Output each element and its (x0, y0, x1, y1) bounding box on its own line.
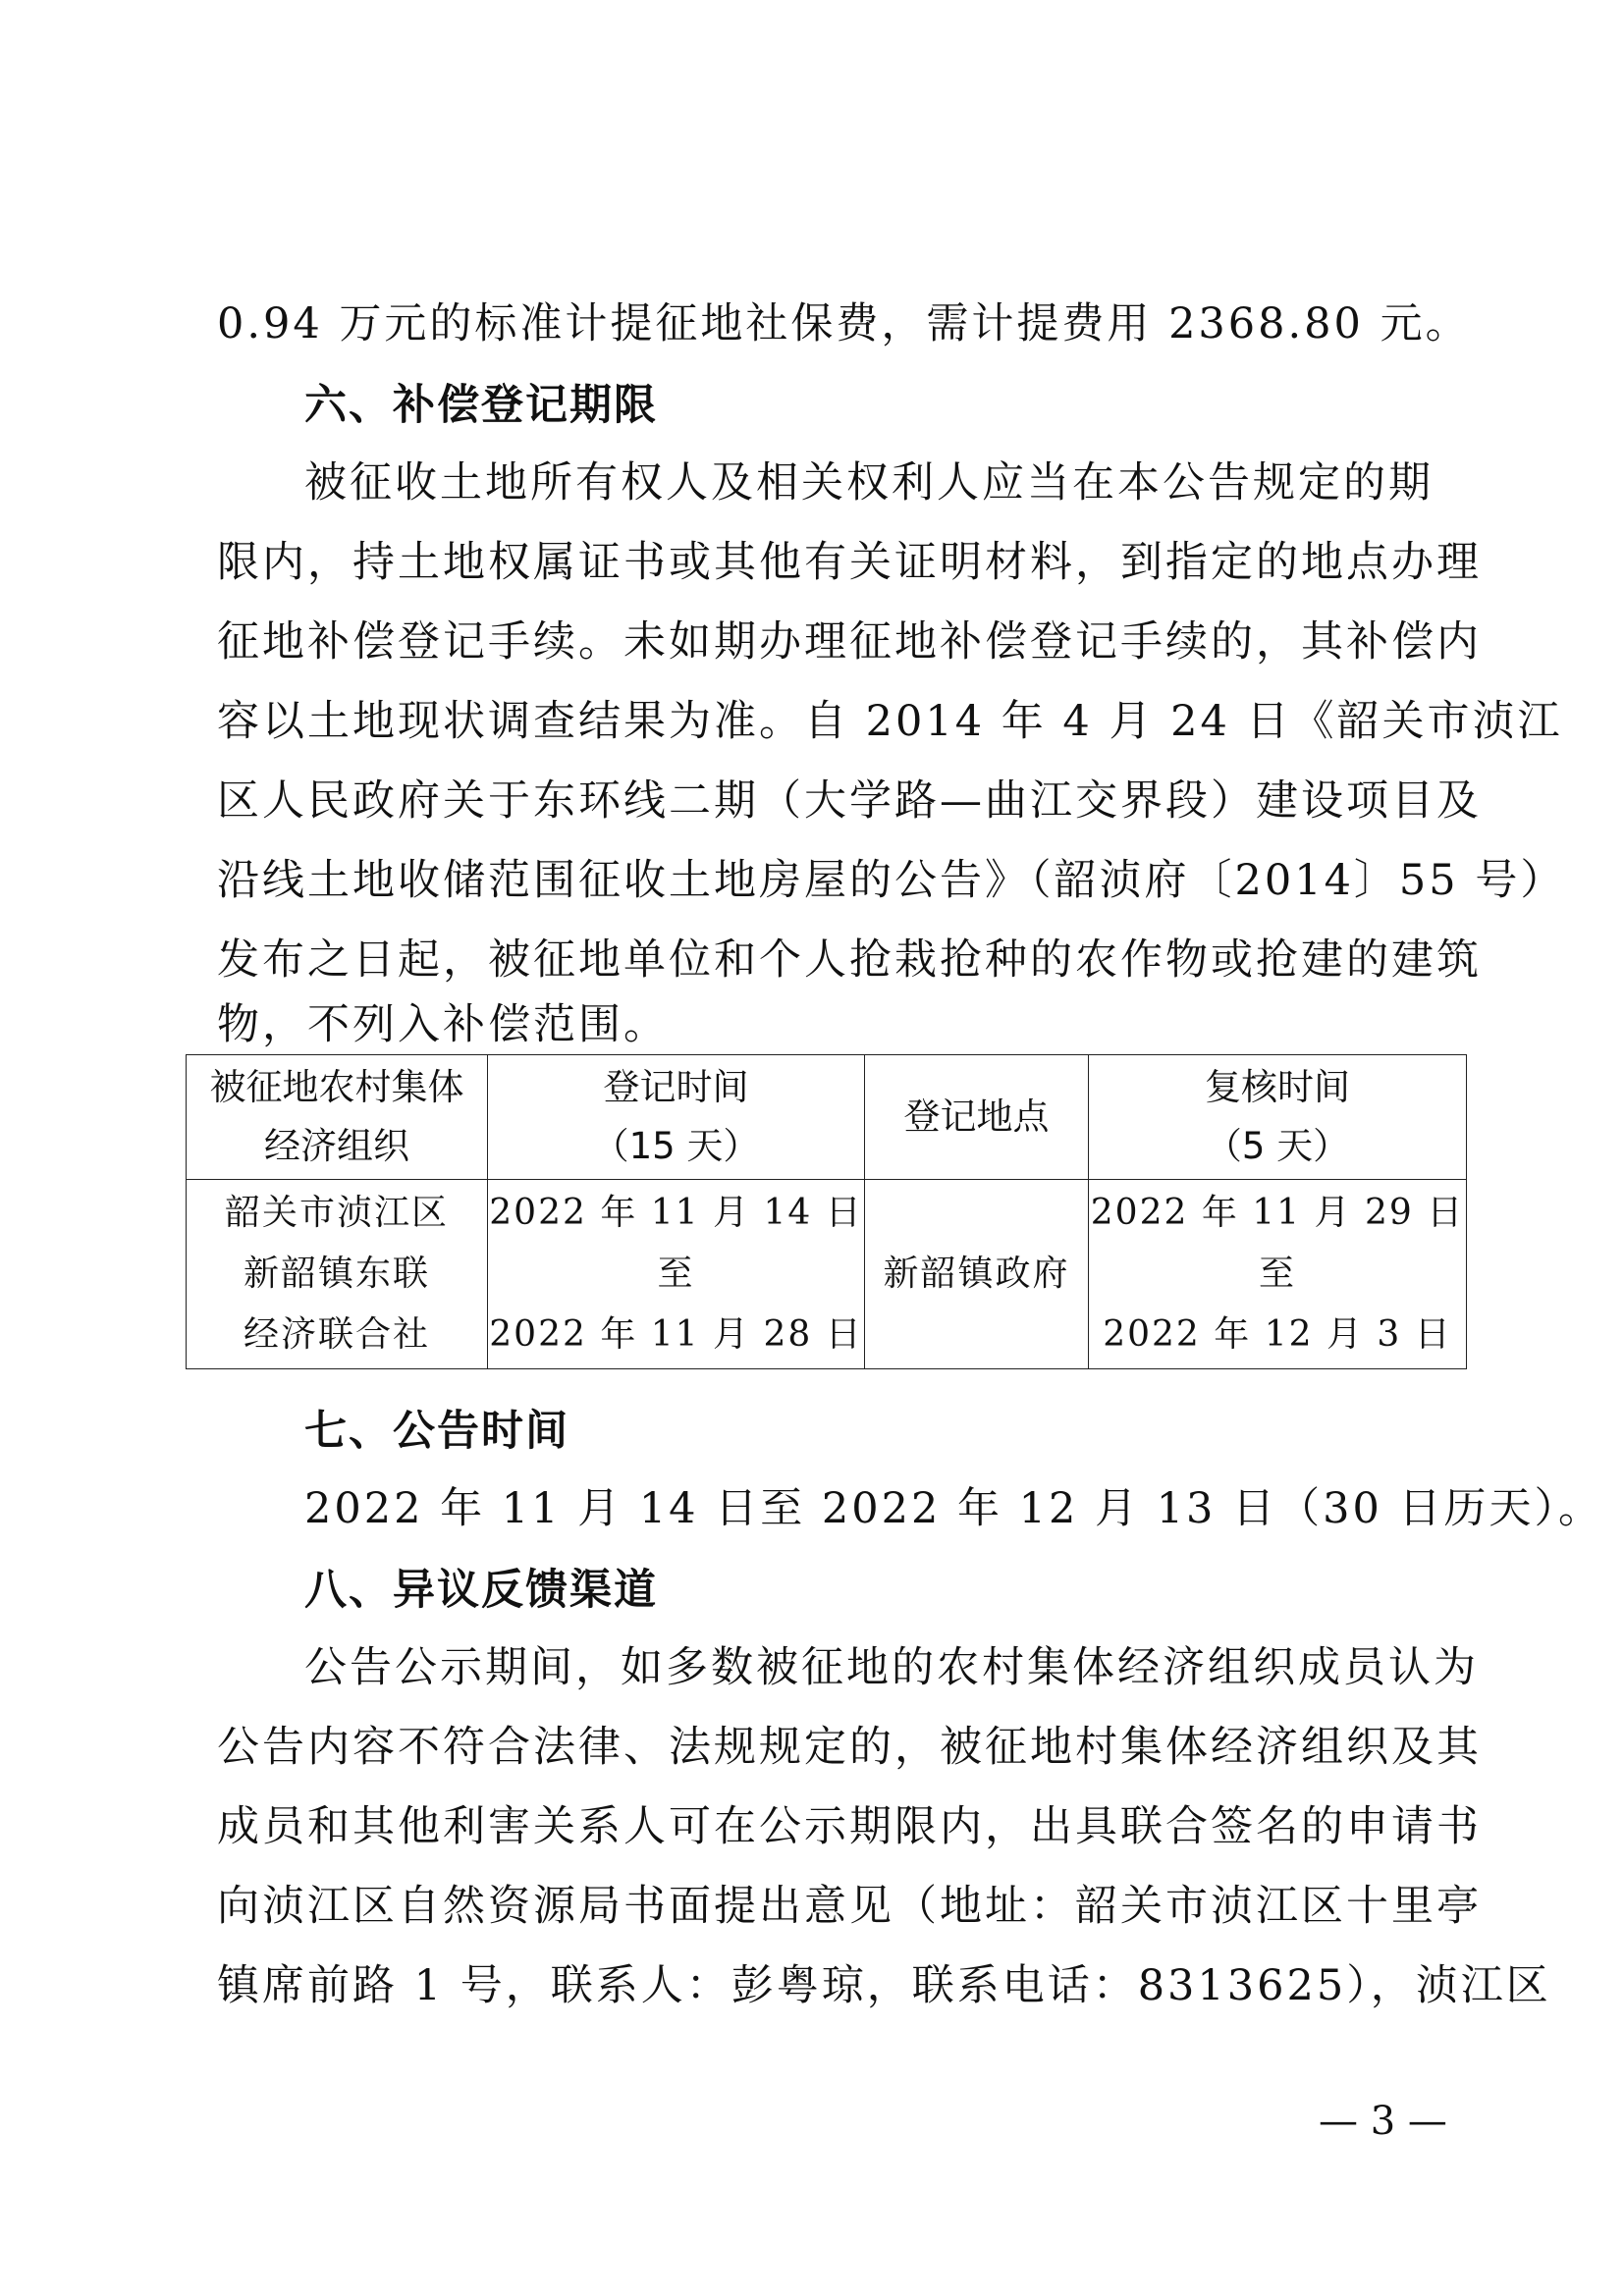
cell-review-time (1089, 1180, 1467, 1369)
body-text-line: 0.94 万元的标准计提征地社保费，需计提费用 2368.80 元。 (217, 299, 1471, 348)
cell-text: 2022 年 11 月 29 日至 (1090, 1193, 1465, 1294)
cell-text: 新韶镇政府 (883, 1254, 1070, 1294)
header-collective-org (187, 1055, 488, 1180)
body-text-line: 物，不列入补偿范围。 (217, 1000, 669, 1049)
header-text: 登记地点 (903, 1095, 1050, 1138)
header-text: （15 天） (592, 1125, 760, 1167)
cell-text: 经济联合社 (243, 1314, 430, 1355)
page-number: — 3 — (1319, 2099, 1447, 2144)
header-text: （5 天） (1205, 1125, 1350, 1167)
body-text-line: 向浈江区自然资源局书面提出意见（地址：韶关市浈江区十里亭 (217, 1882, 1482, 1931)
cell-text: 韶关市浈江区 (224, 1193, 449, 1233)
cell-text: 2022 年 11 月 14 日至 (489, 1193, 863, 1294)
section-heading-8: 八、异议反馈渠道 (304, 1566, 658, 1615)
body-text-line: 容以土地现状调查结果为准。自 2014 年 4 月 24 日《韶关市浈江 (217, 697, 1563, 746)
header-review-time (1089, 1055, 1467, 1180)
body-text-line: 2022 年 11 月 14 日至 2022 年 12 月 13 日（30 日历天）。 (304, 1484, 1603, 1533)
body-text-line: 被征收土地所有权人及相关权利人应当在本公告规定的期 (304, 458, 1434, 507)
body-text-line: 公告内容不符合法律、法规规定的，被征地村集体经济组织及其 (217, 1723, 1482, 1772)
cell-registration-location (865, 1180, 1089, 1369)
header-text: 经济组织 (264, 1125, 409, 1167)
table-row (187, 1180, 1467, 1369)
cell-registration-time (488, 1180, 865, 1369)
section-heading-7: 七、公告时间 (304, 1407, 569, 1456)
header-text: 复核时间 (1205, 1066, 1350, 1108)
cell-collective-org (187, 1180, 488, 1369)
cell-text: 2022 年 11 月 28 日 (489, 1314, 863, 1355)
header-registration-location (865, 1055, 1089, 1180)
header-registration-time (488, 1055, 865, 1180)
header-text: 登记时间 (603, 1066, 749, 1108)
header-text: 被征地农村集体 (209, 1066, 464, 1108)
body-text-line: 发布之日起，被征地单位和个人抢栽抢种的农作物或抢建的建筑 (217, 935, 1482, 985)
body-text-line: 成员和其他利害关系人可在公示期限内，出具联合签名的申请书 (217, 1802, 1482, 1851)
table-header-row (187, 1055, 1467, 1180)
body-text-line: 征地补偿登记手续。未如期办理征地补偿登记手续的，其补偿内 (217, 617, 1482, 667)
cell-text: 2022 年 12 月 3 日 (1103, 1314, 1452, 1355)
body-text-line: 镇席前路 1 号，联系人：彭粤琼，联系电话：8313625），浈江区 (217, 1961, 1551, 2010)
body-text-line: 公告公示期间，如多数被征地的农村集体经济组织成员认为 (304, 1643, 1479, 1692)
body-text-line: 限内，持土地权属证书或其他有关证明材料，到指定的地点办理 (217, 538, 1482, 587)
body-text-line: 沿线土地收储范围征收土地房屋的公告》（韶浈府〔2014〕55 号） (217, 856, 1566, 905)
cell-text: 新韶镇东联 (243, 1254, 430, 1294)
section-heading-6: 六、补偿登记期限 (304, 381, 658, 430)
registration-table (186, 1054, 1467, 1369)
body-text-line: 区人民政府关于东环线二期（大学路—曲江交界段）建设项目及 (217, 776, 1482, 826)
